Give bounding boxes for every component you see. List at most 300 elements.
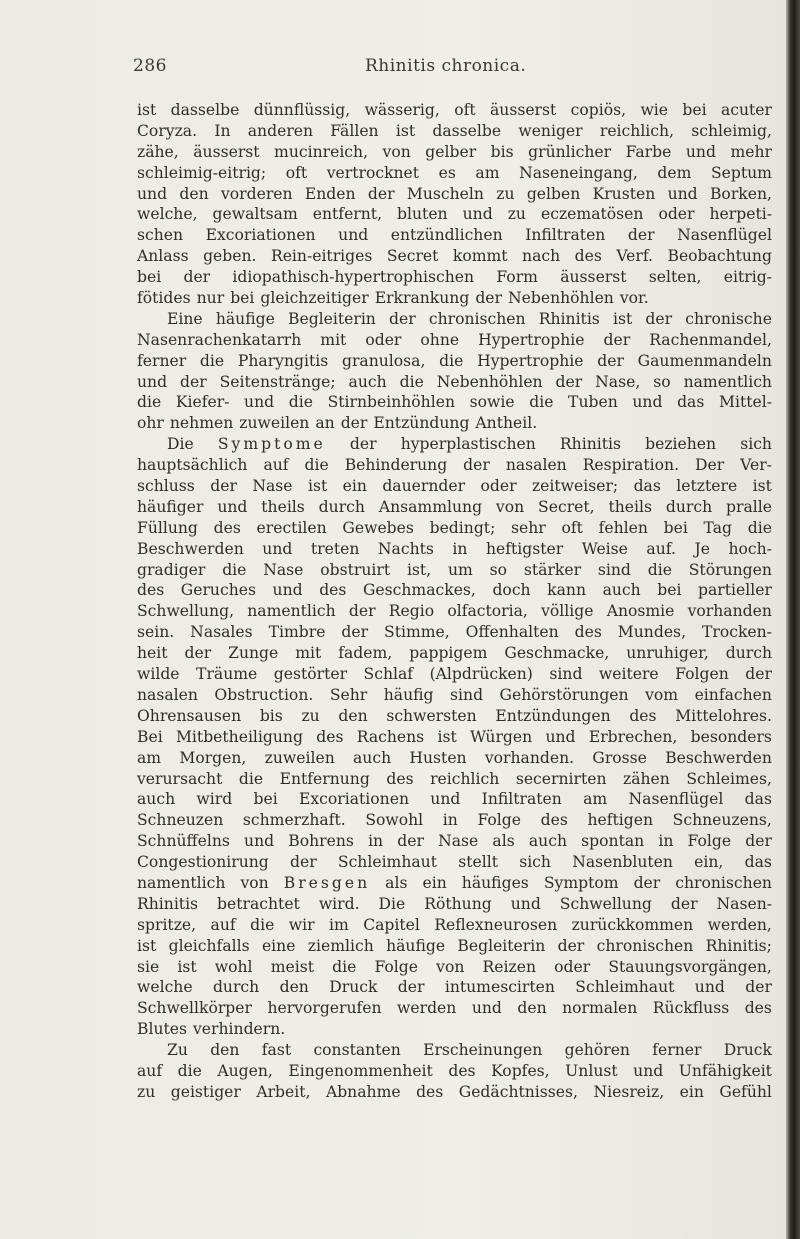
word: des — [213, 518, 241, 537]
word: der — [745, 978, 772, 997]
text-line — [137, 288, 772, 309]
word: Nase — [438, 832, 479, 851]
word: secernirten — [515, 769, 607, 788]
word: des — [744, 999, 772, 1018]
word: bei — [137, 268, 162, 287]
word: olfactoria, — [447, 602, 528, 621]
word: Anosmie — [606, 602, 675, 621]
word: Schnüffelns — [137, 832, 230, 851]
word: häufiger — [137, 497, 204, 516]
word: häufige — [386, 936, 446, 955]
word: die — [439, 351, 464, 370]
word: fadem, — [338, 644, 393, 663]
word: in — [442, 811, 458, 830]
word: Grosse — [592, 748, 647, 767]
word: Unfähigkeit — [678, 1061, 772, 1080]
word: nach — [522, 247, 561, 266]
word: häufiges — [461, 873, 529, 892]
word: sehr — [511, 518, 546, 537]
word: wohl — [214, 957, 253, 976]
word: normalen — [562, 999, 638, 1018]
word: Schleimhaut — [575, 978, 675, 997]
word: namentlich — [247, 602, 336, 621]
word: Rachenmandel, — [649, 330, 772, 349]
word: Tuben — [568, 393, 618, 412]
word: zuweilen — [264, 748, 335, 767]
word: wird — [196, 790, 233, 809]
body-text — [137, 100, 772, 1103]
word: sich — [740, 435, 772, 454]
word: erectilen — [256, 518, 327, 537]
word: dasselbe — [170, 101, 240, 119]
word: betrachtet — [217, 894, 300, 913]
word: gestörter — [273, 665, 348, 684]
word: durch — [212, 978, 260, 997]
word: Hypertrophie — [477, 351, 584, 370]
word: als — [385, 873, 408, 892]
word: oder — [658, 205, 695, 224]
word: den — [179, 184, 209, 203]
word: weitere — [598, 665, 659, 684]
text-line — [137, 142, 772, 163]
word: chronische — [685, 309, 772, 328]
word: gewaltsam — [212, 205, 298, 224]
word: acuter — [720, 101, 772, 119]
word: Bei — [137, 727, 163, 746]
word: an — [315, 414, 335, 433]
word: die — [747, 518, 772, 537]
word: durch — [665, 497, 713, 516]
word: wässerig, — [364, 101, 440, 119]
word: das — [744, 853, 772, 872]
word: des — [540, 811, 568, 830]
word: namentlich — [137, 873, 226, 892]
word: verursacht — [137, 769, 223, 788]
word: theils — [608, 497, 652, 516]
text-line — [137, 894, 772, 915]
word: und — [510, 894, 541, 913]
word: durch — [725, 644, 772, 663]
word: besonders — [690, 727, 772, 746]
word: das — [677, 393, 705, 412]
text-line — [137, 957, 772, 978]
text-line — [137, 789, 772, 810]
word: der — [389, 309, 416, 328]
word: Respiration. — [582, 456, 680, 475]
word: Zunge — [228, 644, 279, 663]
word: zu — [507, 205, 526, 224]
word: Bohrens — [288, 832, 354, 851]
word: zeitweiser; — [531, 477, 619, 496]
word: Nasenbluten — [572, 853, 673, 872]
word: Unlust — [565, 1061, 618, 1080]
word: ferner — [652, 1041, 702, 1060]
word: Nachts — [377, 539, 434, 558]
text-line — [137, 413, 772, 434]
word: Geschmacke, — [504, 644, 610, 663]
word: Gaumenmandeln — [637, 351, 772, 370]
word: Congestionirung — [137, 853, 269, 872]
word: welche — [137, 978, 193, 997]
word: Symptom — [543, 873, 619, 892]
word: die — [304, 456, 329, 475]
word: Anlass — [137, 247, 189, 266]
text-line — [137, 1019, 772, 1040]
word: ist — [137, 936, 157, 955]
word: Morgen, — [179, 748, 247, 767]
text-line — [137, 748, 772, 769]
word: oft — [454, 101, 476, 119]
word: sich — [519, 853, 551, 872]
word: stellt — [458, 853, 498, 872]
word: zurückkommen — [571, 915, 694, 934]
word: der — [348, 602, 376, 621]
word: anderen — [247, 121, 314, 140]
word: constanten — [313, 1041, 401, 1060]
word: auch — [137, 790, 176, 809]
word: als — [492, 832, 515, 851]
word: von — [382, 142, 411, 161]
word: Bresgen — [283, 873, 371, 892]
word: der — [745, 832, 772, 851]
word: ist — [437, 727, 457, 746]
word: Rhinitis — [137, 894, 199, 913]
word: die — [222, 560, 247, 579]
word: (Alpdrücken) — [429, 665, 533, 684]
word: Erbrechen, — [588, 727, 678, 746]
word: hauptsächlich — [137, 456, 248, 475]
word: Schleimhaut — [337, 853, 437, 872]
word: Symptome — [217, 435, 326, 454]
word: Nasenrachenkatarrh — [137, 330, 302, 349]
word: kann — [547, 581, 587, 600]
word: namentlich — [683, 372, 772, 391]
word: zu — [301, 706, 320, 725]
word: des — [316, 727, 344, 746]
text-line — [137, 643, 772, 664]
word: ein, — [694, 853, 724, 872]
word: Timbre — [268, 623, 326, 642]
word: eitrig- — [723, 268, 772, 287]
word: Entzündung — [373, 414, 470, 433]
word: der — [397, 978, 425, 997]
word: schleimig-eitrig; — [137, 163, 267, 182]
word: Ver- — [740, 456, 772, 475]
word: der — [183, 268, 211, 287]
word: ferner — [137, 351, 187, 370]
word: der — [180, 372, 207, 391]
word: spritze, — [137, 915, 197, 934]
word: Tag — [703, 518, 733, 537]
text-line — [137, 434, 772, 455]
word: Stirnbeinhöhlen — [327, 393, 455, 412]
word: auf — [263, 456, 289, 475]
word: die — [137, 393, 162, 412]
word: und — [338, 226, 369, 245]
word: werden — [397, 999, 457, 1018]
word: die — [647, 560, 672, 579]
word: geben. — [203, 247, 257, 266]
word: Kiefer- — [175, 393, 230, 412]
word: Schwellung, — [137, 602, 235, 621]
word: kommt — [452, 247, 508, 266]
word: Pharyngitis — [237, 351, 329, 370]
word: der — [210, 477, 237, 496]
word: der — [341, 623, 369, 642]
word: Naseneingang, — [519, 163, 638, 182]
word: Augen, — [217, 1061, 273, 1080]
word: oder — [554, 957, 591, 976]
word: geistiger — [170, 1082, 241, 1101]
word: Entzündungen — [495, 706, 611, 725]
word: Störungen — [688, 560, 772, 579]
text-line — [137, 392, 772, 413]
word: auch — [348, 372, 387, 391]
word: Würgen — [470, 727, 533, 746]
word: Verf. — [616, 247, 654, 266]
word: Die — [167, 435, 194, 454]
word: Rückfluss — [652, 999, 730, 1018]
word: welche, — [137, 205, 198, 224]
word: auch — [353, 748, 392, 767]
word: Excoriationen — [299, 790, 409, 809]
word: und — [137, 372, 168, 391]
word: Folgen — [675, 665, 729, 684]
word: und — [244, 832, 275, 851]
word: häufige — [215, 309, 275, 328]
word: Eingenommenheit — [288, 1061, 433, 1080]
word: pappigem — [409, 644, 488, 663]
word: dauernder — [382, 477, 466, 496]
word: zuweilen — [239, 414, 310, 433]
text-line — [137, 560, 772, 581]
word: schluss — [137, 477, 195, 496]
word: entfernt, — [312, 205, 383, 224]
word: nehmen — [169, 414, 234, 433]
word: Obstruction. — [214, 685, 314, 704]
word: Folge — [477, 811, 522, 830]
word: bis — [490, 142, 514, 161]
word: mucinreich, — [274, 142, 369, 161]
word: bei — [253, 790, 278, 809]
word: so — [653, 372, 671, 391]
word: oft — [285, 163, 308, 182]
word: auch — [528, 832, 567, 851]
text-line — [137, 664, 772, 685]
word: sind — [597, 560, 631, 579]
word: des — [574, 247, 602, 266]
word: sind — [549, 665, 583, 684]
word: ohne — [420, 330, 460, 349]
word: pralle — [726, 497, 772, 516]
word: ohr — [137, 414, 164, 433]
word: vertrocknet — [326, 163, 420, 182]
word: das — [633, 477, 661, 496]
word: chronischen — [596, 936, 694, 955]
word: nasalen — [137, 685, 198, 704]
text-line — [137, 1061, 772, 1082]
word: Nebenhöhlen — [507, 289, 614, 308]
word: und — [632, 393, 663, 412]
word: gleichfalls — [168, 936, 250, 955]
word: Schneuzens, — [672, 811, 772, 830]
word: ziemlich — [307, 936, 374, 955]
word: der — [397, 832, 424, 851]
word: Secret — [386, 247, 439, 266]
word: schwersten — [386, 706, 477, 725]
text-line — [137, 998, 772, 1019]
text-line — [137, 121, 772, 142]
text-line — [137, 372, 772, 393]
word: Beschwerden — [137, 539, 244, 558]
word: am — [475, 163, 500, 182]
word: Enden — [304, 184, 356, 203]
word: heftigen — [587, 811, 654, 830]
word: Folge — [374, 957, 419, 976]
word: vom — [645, 685, 679, 704]
word: des — [416, 1082, 444, 1101]
word: Rein-eitriges — [270, 247, 373, 266]
word: Mundes, — [617, 623, 687, 642]
word: Nasales — [190, 623, 253, 642]
word: Druck — [723, 1041, 772, 1060]
word: intumescirten — [444, 978, 555, 997]
word: Begleiterin — [457, 936, 546, 955]
word: bis — [259, 706, 283, 725]
word: bei — [657, 581, 682, 600]
word: Coryza. — [137, 121, 198, 140]
word: den — [210, 1041, 240, 1060]
word: Infiltraten — [525, 226, 606, 245]
word: Ohrensausen — [137, 706, 242, 725]
text-line — [137, 330, 772, 351]
word: reichlich — [430, 769, 500, 788]
word: chronischen — [675, 873, 772, 892]
word: hoch- — [728, 539, 772, 558]
word: Entfernung — [279, 769, 370, 788]
word: sein. — [137, 623, 175, 642]
word: Sowohl — [365, 811, 424, 830]
word: Gehörstörungen — [499, 685, 629, 704]
word: spontan — [581, 832, 645, 851]
word: grünlicher — [528, 142, 612, 161]
word: Septum — [710, 163, 772, 182]
text-line — [137, 810, 772, 831]
word: fötides — [137, 289, 191, 308]
word: der — [603, 330, 631, 349]
word: reichlich, — [599, 121, 675, 140]
word: in — [658, 832, 674, 851]
word: Hypertrophie — [478, 330, 585, 349]
word: ist — [137, 101, 157, 119]
page-edge-shadow — [786, 0, 800, 1239]
word: der — [557, 936, 585, 955]
word: mehr — [730, 142, 772, 161]
word: weniger — [518, 121, 583, 140]
word: Krusten — [592, 184, 656, 203]
word: Reflexneurosen — [434, 915, 558, 934]
word: Stimme, — [384, 623, 450, 642]
word: der — [349, 435, 377, 454]
word: der — [184, 644, 212, 663]
word: dem — [657, 163, 692, 182]
word: zu — [496, 184, 515, 203]
word: ein — [422, 873, 447, 892]
word: fehlen — [598, 518, 648, 537]
word: Nase — [252, 477, 293, 496]
word: gelber — [425, 142, 477, 161]
word: Schwellung — [559, 894, 652, 913]
word: häufig — [383, 685, 434, 704]
word: selten, — [648, 268, 702, 287]
text-line — [137, 267, 772, 288]
text-line — [137, 685, 772, 706]
word: idiopathisch-hypertrophischen — [232, 268, 475, 287]
word: ist — [752, 477, 772, 496]
word: ist — [177, 957, 197, 976]
word: der — [340, 414, 368, 433]
word: von — [495, 497, 525, 516]
word: zähen — [623, 769, 670, 788]
word: Reizen — [482, 957, 536, 976]
text-line — [137, 977, 772, 998]
text-line — [137, 769, 772, 790]
word: einfachen — [694, 685, 772, 704]
word: Schleimes, — [686, 769, 772, 788]
word: Träume — [196, 665, 258, 684]
word: schmerzhaft. — [242, 811, 346, 830]
word: der — [463, 456, 490, 475]
word: Druck — [329, 978, 378, 997]
word: den — [338, 706, 368, 725]
word: bei — [663, 518, 688, 537]
word: Excoriationen — [205, 226, 316, 245]
word: bei — [230, 289, 255, 308]
word: ist — [307, 477, 328, 496]
word: am — [583, 790, 608, 809]
word: Die — [378, 894, 406, 913]
word: oder — [480, 477, 517, 496]
word: mit — [295, 644, 322, 663]
text-line — [137, 1040, 772, 1061]
word: äusserst — [193, 142, 260, 161]
text-line — [137, 601, 772, 622]
word: oder — [365, 330, 402, 349]
word: eczematösen — [541, 205, 644, 224]
word: um — [447, 560, 473, 579]
word: wilde — [137, 665, 180, 684]
word: Weise — [581, 539, 628, 558]
word: Erscheinungen — [423, 1041, 543, 1060]
word: nasalen — [505, 456, 567, 475]
word: Stauungsvorgängen, — [608, 957, 772, 976]
word: die — [199, 351, 225, 370]
word: Trocken- — [701, 623, 772, 642]
word: und — [137, 184, 168, 203]
word: auf — [210, 915, 236, 934]
word: sind — [450, 685, 484, 704]
word: und — [244, 393, 275, 412]
word: die — [288, 393, 313, 412]
word: die — [177, 1061, 202, 1080]
word: Farbe — [625, 142, 672, 161]
word: Schneuzen — [137, 811, 224, 830]
word: Form — [496, 268, 538, 287]
word: des — [137, 581, 165, 600]
word: Borken, — [709, 184, 772, 203]
word: doch — [492, 581, 531, 600]
text-line — [137, 852, 772, 873]
